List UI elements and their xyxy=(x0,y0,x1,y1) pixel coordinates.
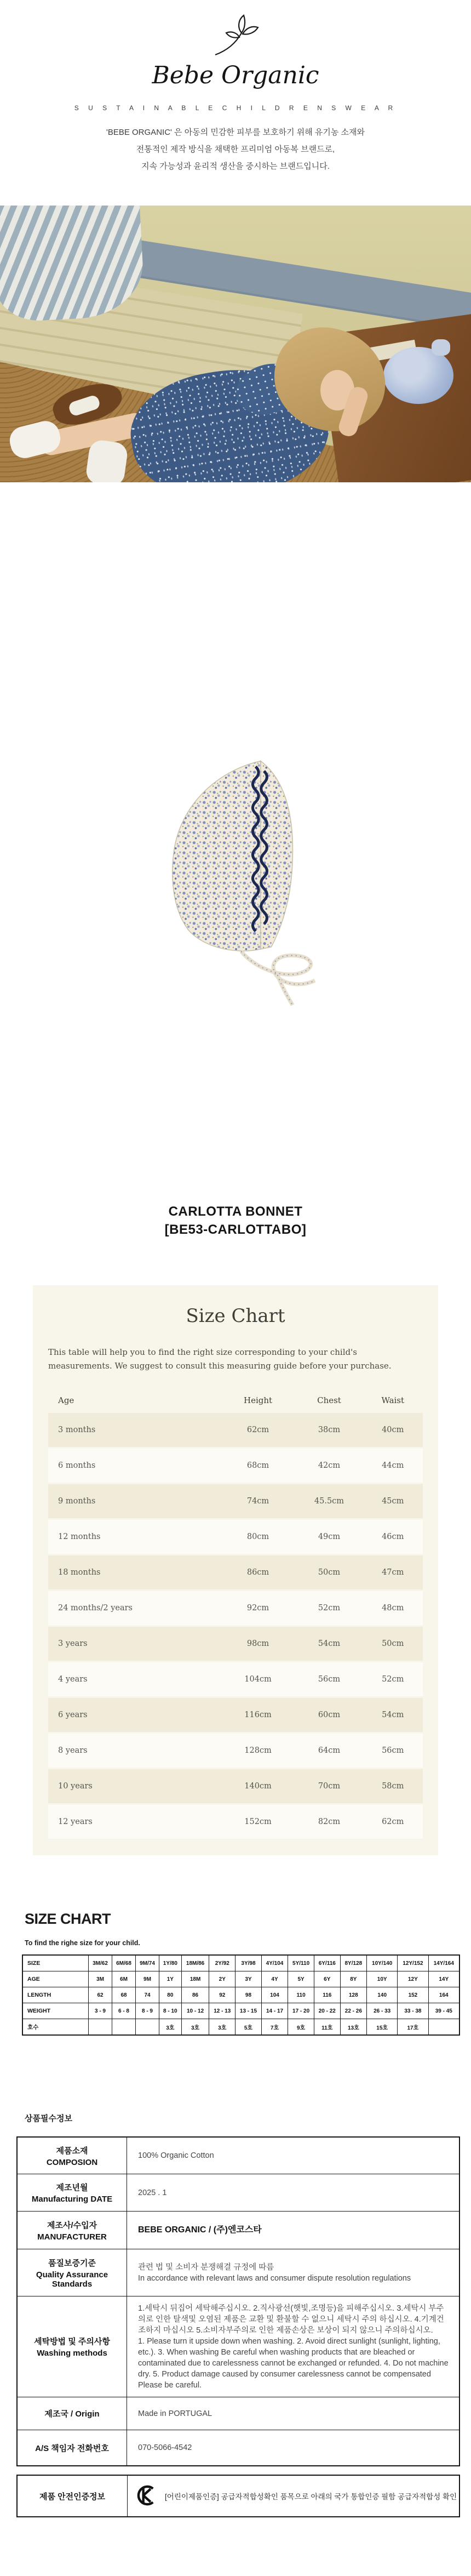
size-chart-row xyxy=(48,1698,423,1732)
size-chart-row xyxy=(48,1484,423,1518)
size-chart-cell: 9 months xyxy=(58,1497,96,1506)
size-chart2-cell: 12Y xyxy=(398,1971,428,1987)
size-chart-cell: 116cm xyxy=(244,1711,272,1719)
size-chart-row xyxy=(48,1662,423,1696)
size-chart2-cell: 74 xyxy=(136,1987,159,2003)
certification-label: 제품 안전인증정보 xyxy=(18,2476,128,2516)
size-chart-cell: 8 years xyxy=(58,1746,88,1755)
size-chart-cell: 50cm xyxy=(318,1568,341,1577)
product-info-label xyxy=(18,2174,127,2211)
size-chart2-cell: 2Y/92 xyxy=(209,1955,236,1971)
product-info-label-en: MANUFACTURER xyxy=(37,2232,107,2242)
size-chart-row xyxy=(48,1805,423,1839)
product-info-row xyxy=(18,2211,459,2249)
size-chart2-cell: WEIGHT xyxy=(22,2003,89,2019)
product-info-value-line: 관련 법 및 소비자 분쟁해결 규정에 따름 xyxy=(138,2262,274,2272)
size-chart2-cell: 6Y/116 xyxy=(314,1955,340,1971)
size-chart-cell: 128cm xyxy=(244,1746,272,1755)
product-code: [BE53-CARLOTTABO] xyxy=(164,1222,307,1237)
size-chart-row xyxy=(48,1734,423,1768)
size-chart2-cell: 9M xyxy=(136,1971,159,1987)
product-info-label-ko: 제품소재 xyxy=(56,2146,88,2156)
size-chart-cell: 82cm xyxy=(318,1817,341,1826)
product-info-heading: 상품필수정보 xyxy=(25,2114,72,2123)
product-info-label-en: COMPOSION xyxy=(46,2157,98,2167)
size-chart-row xyxy=(48,1520,423,1554)
size-chart-title: Size Chart xyxy=(186,1305,285,1327)
size-chart2-cell: 62 xyxy=(89,1987,112,2003)
size-chart-cell: 68cm xyxy=(246,1461,269,1470)
lifestyle-photo xyxy=(0,206,471,482)
product-info-value-line: In accordance with relevant laws and consumer dispute resolution regulations xyxy=(138,2273,411,2283)
size-chart-row xyxy=(48,1413,423,1447)
product-info-row xyxy=(18,2138,459,2174)
size-chart-cell: 24 months/2 years xyxy=(58,1604,133,1612)
size-chart-cell: 152cm xyxy=(244,1817,272,1826)
size-chart2-cell: 12Y/152 xyxy=(398,1955,428,1971)
size-chart2-cell: 8 - 9 xyxy=(136,2003,159,2019)
photo-jug-lid xyxy=(432,339,450,356)
size-chart2-cell: 1Y/80 xyxy=(159,1955,182,1971)
photo-sock xyxy=(85,439,129,482)
size-chart-cell: 47cm xyxy=(382,1568,404,1577)
size-chart-description-line: measurements. We suggest to consult this measuring guide before your purchase. xyxy=(48,1361,392,1371)
product-info-row xyxy=(18,2174,459,2211)
product-info-value-line: Made in PORTUGAL xyxy=(138,2409,212,2418)
size-chart2-cell: 68 xyxy=(112,1987,136,2003)
size-chart-panel xyxy=(33,1285,438,1855)
size-chart2-cell: 164 xyxy=(428,1987,459,2003)
size-chart2-cell: LENGTH xyxy=(22,1987,89,2003)
size-chart-cell: 45cm xyxy=(382,1497,404,1506)
product-info-label-ko: 제조국 / Origin xyxy=(44,2409,100,2419)
size-chart2-cell xyxy=(428,2019,459,2036)
size-chart-row xyxy=(48,1555,423,1589)
size-chart-cell: 56cm xyxy=(318,1675,341,1684)
product-info-label-en: Manufacturing DATE xyxy=(31,2195,113,2204)
size-chart2-table xyxy=(22,1954,460,2036)
size-chart2-cell: 13호 xyxy=(340,2019,366,2036)
size-chart2-cell: 8Y xyxy=(340,1971,366,1987)
size-chart2-cell: 10 - 12 xyxy=(181,2003,209,2019)
size-chart-cell: 54cm xyxy=(318,1639,341,1648)
size-chart-cell: 12 months xyxy=(58,1532,101,1541)
size-chart2-cell: 128 xyxy=(340,1987,366,2003)
size-chart-row xyxy=(48,1591,423,1625)
certification-text: [어린이제품인증] 공급자적합성확인 품목으로 아래의 국가 통합인증 필함 공급자적합성 확인 xyxy=(165,2493,457,2501)
size-chart2-cell: 3호 xyxy=(181,2019,209,2036)
size-chart-description xyxy=(48,1346,438,1373)
product-info-label xyxy=(18,2249,127,2296)
size-chart2-row xyxy=(22,1987,459,2003)
size-chart2-cell: 4Y xyxy=(261,1971,288,1987)
size-chart-cell: 98cm xyxy=(246,1639,269,1648)
size-chart2-cell: 5Y/110 xyxy=(288,1955,314,1971)
size-chart-row xyxy=(48,1769,423,1803)
leaf-branch-icon xyxy=(0,11,471,62)
product-title: CARLOTTA BONNET xyxy=(168,1204,303,1219)
size-chart2-cell xyxy=(112,2019,136,2036)
size-chart2-cell: 8 - 10 xyxy=(159,2003,182,2019)
size-chart2-cell: 11호 xyxy=(314,2019,340,2036)
product-info-row xyxy=(18,2249,459,2296)
size-chart-header-cell: Waist xyxy=(381,1395,405,1405)
size-chart2-cell: 3Y xyxy=(236,1971,262,1987)
size-chart-cell: 56cm xyxy=(382,1746,404,1755)
product-info-value xyxy=(127,2397,459,2430)
product-info-row xyxy=(18,2397,459,2430)
product-info-value-line: 1. Please turn it upside down when washing. 2. Avoid direct sunlight (sunlight, lighting, etc.). 3. When washing Be careful when washing products that are bleached or contaminated due to carelessness cannot be exchanged or refunded. 4. Do not machine dry. 5. Product damage caused by consumer carelessness cannot be compensated Please be careful. xyxy=(138,2336,449,2390)
size-chart2-cell: 5Y xyxy=(288,1971,314,1987)
size-chart2-cell xyxy=(136,2019,159,2036)
size-chart-cell: 62cm xyxy=(382,1817,404,1826)
size-chart2-cell: 9M/74 xyxy=(136,1955,159,1971)
size-chart2-cell: 3호 xyxy=(209,2019,236,2036)
product-info-row xyxy=(18,2296,459,2397)
size-chart2-cell: 10Y/140 xyxy=(367,1955,398,1971)
size-chart2-cell: 5호 xyxy=(236,2019,262,2036)
brand-description xyxy=(0,124,471,175)
product-info-label-ko: 제조년월 xyxy=(56,2183,88,2192)
size-chart-cell: 49cm xyxy=(318,1532,341,1541)
size-chart-cell: 74cm xyxy=(246,1497,269,1506)
product-info-value xyxy=(127,2174,459,2211)
product-info-row xyxy=(18,2430,459,2465)
size-chart-cell: 38cm xyxy=(318,1426,341,1434)
size-chart-cell: 10 years xyxy=(58,1782,93,1791)
size-chart2-cell: 1Y xyxy=(159,1971,182,1987)
size-chart-cell: 48cm xyxy=(382,1604,404,1612)
size-chart-header-cell: Height xyxy=(244,1395,273,1405)
size-chart2-cell: 14 - 17 xyxy=(261,2003,288,2019)
size-chart-cell: 3 years xyxy=(58,1639,88,1648)
product-info-value-line: 070-5066-4542 xyxy=(138,2443,192,2452)
size-chart2-row xyxy=(22,1955,459,1971)
brand-description-line: 'BEBE ORGANIC' 은 아동의 민감한 피부를 보호하기 위해 유기농 소재와 xyxy=(106,128,365,137)
product-info-label-ko: 품질보증기준 xyxy=(48,2258,96,2268)
size-chart-header-cell: Age xyxy=(58,1395,74,1405)
size-chart2-cell: 6M/68 xyxy=(112,1955,136,1971)
size-chart-cell: 86cm xyxy=(246,1568,269,1577)
product-info-label xyxy=(18,2397,127,2430)
size-chart2-subheading: To find the righe size for your child. xyxy=(25,1939,140,1947)
size-chart-description-line: This table will help you to find the right size corresponding to your child's xyxy=(48,1347,357,1357)
size-chart2-cell: 92 xyxy=(209,1987,236,2003)
size-chart-cell: 60cm xyxy=(318,1711,341,1719)
size-chart2-cell: 6M xyxy=(112,1971,136,1987)
size-chart2-cell: 22 - 26 xyxy=(340,2003,366,2019)
size-chart2-cell: 140 xyxy=(367,1987,398,2003)
size-chart2-cell: 9호 xyxy=(288,2019,314,2036)
certification-box xyxy=(16,2475,460,2517)
size-chart-cell: 3 months xyxy=(58,1426,96,1434)
product-info-label xyxy=(18,2212,127,2249)
size-chart2-cell: 4Y/104 xyxy=(261,1955,288,1971)
product-info-value-line: 100% Organic Cotton xyxy=(138,2151,214,2160)
size-chart-cell: 42cm xyxy=(318,1461,341,1470)
size-chart2-row xyxy=(22,2019,459,2036)
size-chart2-cell: 13 - 15 xyxy=(236,2003,262,2019)
product-info-label xyxy=(18,2296,127,2397)
size-chart2-cell: 6Y xyxy=(314,1971,340,1987)
size-chart2-cell: 8Y/128 xyxy=(340,1955,366,1971)
product-info-value xyxy=(127,2430,459,2465)
size-chart-cell: 58cm xyxy=(382,1782,404,1791)
product-info-label-en: Washing methods xyxy=(37,2349,107,2358)
size-chart-cell: 64cm xyxy=(318,1746,341,1755)
size-chart2-cell: 17 - 20 xyxy=(288,2003,314,2019)
size-chart-cell: 62cm xyxy=(246,1426,269,1434)
size-chart-cell: 80cm xyxy=(246,1532,269,1541)
size-chart2-cell: 10Y xyxy=(367,1971,398,1987)
size-chart2-cell: 3호 xyxy=(159,2019,182,2036)
size-chart2-heading: SIZE CHART xyxy=(25,1911,111,1927)
size-chart-row xyxy=(48,1449,423,1483)
size-chart-cell: 46cm xyxy=(382,1532,404,1541)
size-chart2-cell: 3M xyxy=(89,1971,112,1987)
size-chart2-cell: 152 xyxy=(398,1987,428,2003)
product-info-value-line: 2025 . 1 xyxy=(138,2188,167,2197)
size-chart2-cell: 33 - 38 xyxy=(398,2003,428,2019)
size-chart2-cell: AGE xyxy=(22,1971,89,1987)
size-chart-header-row xyxy=(48,1389,423,1411)
brand-logo-text: Bebe Organic xyxy=(152,61,319,89)
size-chart2-cell: 18M/86 xyxy=(181,1955,209,1971)
size-chart-cell: 18 months xyxy=(58,1568,101,1577)
certification-value xyxy=(128,2476,459,2516)
size-chart-cell: 140cm xyxy=(244,1782,272,1791)
product-info-label-en: Quality Assurance Standards xyxy=(36,2270,108,2289)
size-chart2-cell: 18M xyxy=(181,1971,209,1987)
product-info-table xyxy=(16,2136,460,2466)
product-info-value-line: 1.세탁시 뒤집어 세탁해주십시오. 2.직사광선(햇빛,조명등)을 피해주십시오. 3.세탁시 부주의로 인한 탈색및 오염된 제품은 교환 및 환불할 수 없으니 세탁시 주의 하십시오. 4.기계건조하지 마십시오 5.소비자부주의로 인한 제품손상은 보상이 되지 않으니 주의하십시오. xyxy=(138,2304,444,2335)
size-chart2-cell: 110 xyxy=(288,1987,314,2003)
size-chart-cell: 6 months xyxy=(58,1461,96,1470)
size-chart-cell: 52cm xyxy=(382,1675,404,1684)
size-chart2-cell: 104 xyxy=(261,1987,288,2003)
size-chart2-cell: 20 - 22 xyxy=(314,2003,340,2019)
size-chart2-cell: 39 - 45 xyxy=(428,2003,459,2019)
product-image-bonnet xyxy=(0,750,471,1007)
size-chart2-cell: 14Y/164 xyxy=(428,1955,459,1971)
size-chart2-cell: 12 - 13 xyxy=(209,2003,236,2019)
product-info-value xyxy=(127,2249,459,2296)
kc-certification-icon xyxy=(135,2483,159,2509)
size-chart2-cell: 3 - 9 xyxy=(89,2003,112,2019)
size-chart-cell: 4 years xyxy=(58,1675,88,1684)
size-chart2-row xyxy=(22,2003,459,2019)
size-chart2-cell xyxy=(89,2019,112,2036)
brand-description-line: 지속 가능성과 윤리적 생산을 중시하는 브랜드입니다. xyxy=(141,162,330,171)
size-chart2-row xyxy=(22,1971,459,1987)
brand-tagline: S U S T A I N A B L E C H I L D R E N S W E A R xyxy=(74,104,397,112)
brand-description-line: 전통적인 제작 방식을 채택한 프리미엄 아동복 브랜드로, xyxy=(136,145,335,154)
product-info-label-ko: 제조사/수입자 xyxy=(47,2220,97,2230)
size-chart2-cell: SIZE xyxy=(22,1955,89,1971)
size-chart-cell: 92cm xyxy=(246,1604,269,1612)
size-chart2-cell: 80 xyxy=(159,1987,182,2003)
size-chart2-cell: 14Y xyxy=(428,1971,459,1987)
size-chart-cell: 45.5cm xyxy=(314,1497,344,1506)
size-chart2-cell: 15호 xyxy=(367,2019,398,2036)
product-info-label-ko: 세탁방법 및 주의사항 xyxy=(34,2337,110,2346)
product-info-value xyxy=(127,2296,459,2397)
size-chart2-cell: 7호 xyxy=(261,2019,288,2036)
size-chart2-cell: 26 - 33 xyxy=(367,2003,398,2019)
size-chart-row xyxy=(48,1627,423,1661)
size-chart2-cell: 3M/62 xyxy=(89,1955,112,1971)
size-chart-cell: 52cm xyxy=(318,1604,341,1612)
size-chart2-cell: 17호 xyxy=(398,2019,428,2036)
size-chart-cell: 6 years xyxy=(58,1711,88,1719)
size-chart-cell: 104cm xyxy=(244,1675,272,1684)
size-chart2-cell: 86 xyxy=(181,1987,209,2003)
size-chart2-cell: 3Y/98 xyxy=(236,1955,262,1971)
size-chart2-cell: 98 xyxy=(236,1987,262,2003)
size-chart2-cell: 호수 xyxy=(22,2019,89,2036)
product-info-label xyxy=(18,2138,127,2174)
size-chart2-cell: 2Y xyxy=(209,1971,236,1987)
size-chart-cell: 44cm xyxy=(382,1461,404,1470)
size-chart-cell: 54cm xyxy=(382,1711,404,1719)
product-info-label-ko: A/S 책임자 전화번호 xyxy=(35,2443,109,2453)
size-chart-cell: 70cm xyxy=(318,1782,341,1791)
product-info-value xyxy=(127,2138,459,2174)
size-chart-cell: 50cm xyxy=(382,1639,404,1648)
size-chart-table xyxy=(48,1389,423,1839)
size-chart-cell: 40cm xyxy=(382,1426,404,1434)
product-info-label xyxy=(18,2430,127,2465)
size-chart-header-cell: Chest xyxy=(317,1395,341,1405)
size-chart-cell: 12 years xyxy=(58,1817,93,1826)
size-chart2-cell: 116 xyxy=(314,1987,340,2003)
size-chart2-cell: 6 - 8 xyxy=(112,2003,136,2019)
product-info-value-line: BEBE ORGANIC / (주)엔코스타 xyxy=(138,2225,262,2235)
product-info-value xyxy=(127,2212,459,2249)
product-title-block xyxy=(0,1202,471,1239)
